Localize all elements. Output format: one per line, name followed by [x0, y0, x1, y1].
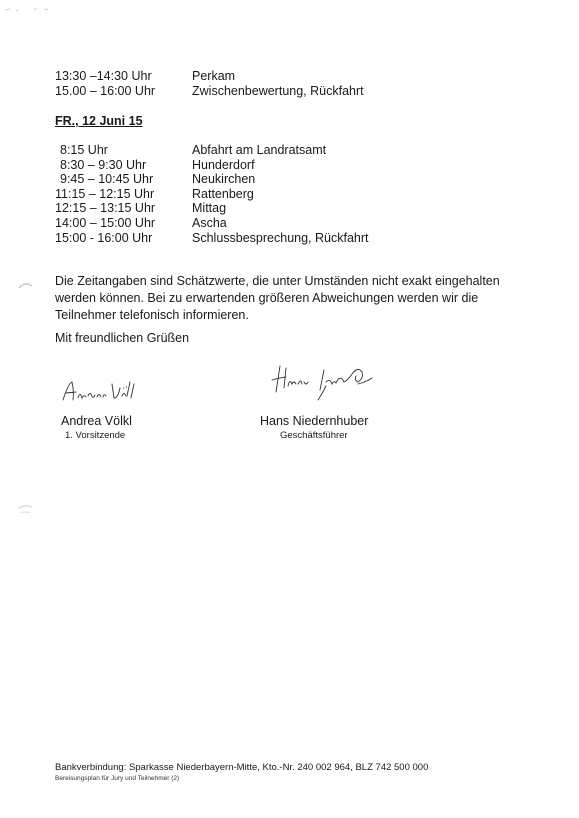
note-line: werden können. Bei zu erwartenden größeren Abweichungen werden wir die	[55, 291, 479, 305]
schedule-time: 8:15 Uhr	[60, 143, 108, 157]
schedule-activity: Perkam	[192, 69, 236, 83]
day-heading: FR., 12 Juni 15	[55, 114, 143, 128]
schedule-activity: Neukirchen	[192, 172, 256, 186]
schedule-time: 15:00 - 16:00 Uhr	[55, 231, 153, 245]
note-paragraph	[55, 273, 525, 324]
schedule-activity: Zwischenbewertung, Rückfahrt	[192, 84, 364, 98]
signatory-role: Geschäftsführer	[280, 430, 348, 441]
schedule-activity: Hunderdorf	[192, 158, 255, 172]
schedule-activity: Mittag	[192, 201, 227, 215]
schedule-time: 8:30 – 9:30 Uhr	[60, 158, 147, 172]
note-line: Die Zeitangaben sind Schätzwerte, die unter Umständen nicht exakt eingehalten	[55, 274, 500, 288]
scan-artifact	[18, 503, 34, 515]
schedule-activity: Abfahrt am Landratsamt	[192, 143, 327, 157]
closing-salutation: Mit freundlichen Grüßen	[55, 331, 190, 345]
signatory-name: Hans Niedernhuber	[260, 414, 369, 428]
note-line: Teilnehmer telefonisch informieren.	[55, 308, 249, 322]
footer-note: Bereisungsplan für Jury und Teilnehmer (2)	[55, 775, 180, 782]
scan-artifact	[18, 280, 34, 290]
signature-hans-niedernhuber	[268, 360, 378, 406]
signature-andrea-voelkl	[60, 376, 140, 406]
schedule-activity: Ascha	[192, 216, 227, 230]
schedule-time: 9:45 – 10:45 Uhr	[60, 172, 154, 186]
schedule-time: 12:15 – 13:15 Uhr	[55, 201, 156, 215]
signatory-role: 1. Vorsitzende	[65, 430, 126, 441]
signatory-name: Andrea Völkl	[61, 414, 132, 428]
footer-bank-details: Bankverbindung: Sparkasse Niederbayern-Mitte, Kto.-Nr. 240 002 964, BLZ 742 500 000	[55, 762, 429, 773]
schedule-time: 15.00 – 16:00 Uhr	[55, 84, 156, 98]
schedule-activity: Rattenberg	[192, 187, 254, 201]
schedule-time: 14:00 – 15:00 Uhr	[55, 216, 156, 230]
schedule-activity: Schlussbesprechung, Rückfahrt	[192, 231, 369, 245]
scan-artifact	[4, 4, 54, 14]
schedule-time: 13:30 –14:30 Uhr	[55, 69, 152, 83]
schedule-time: 11:15 – 12:15 Uhr	[55, 187, 155, 201]
